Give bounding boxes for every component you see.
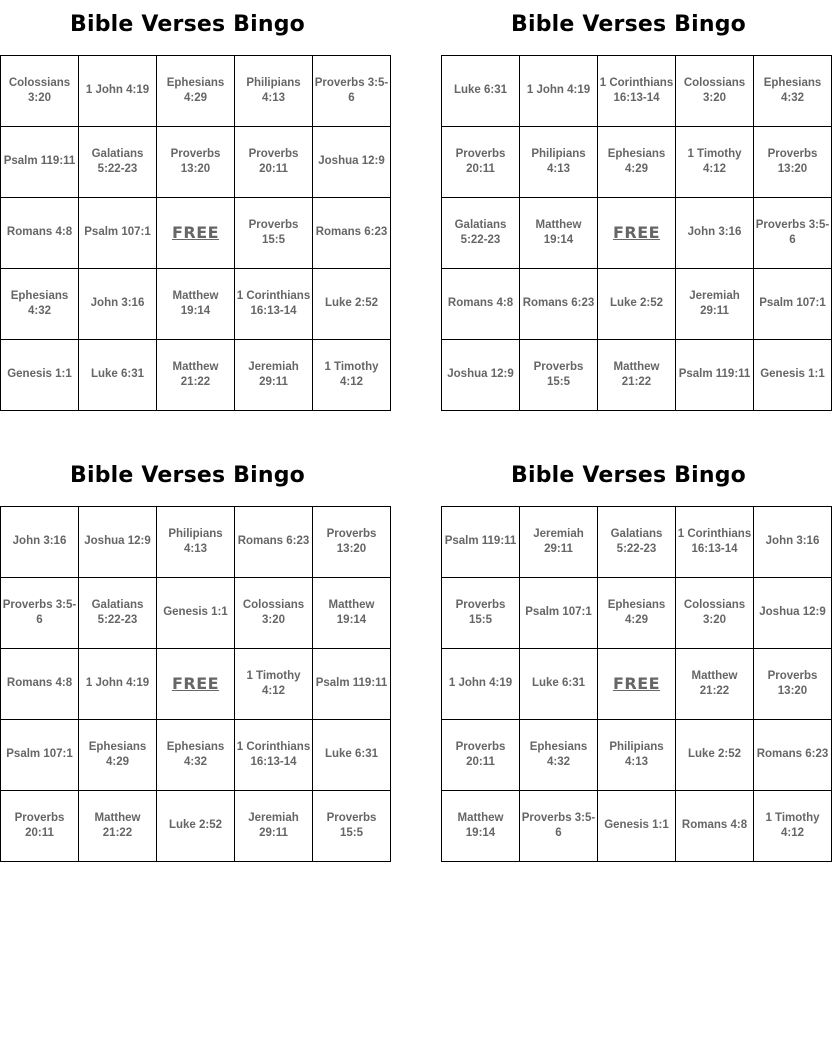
bingo-cell: Psalm 107:1 <box>520 578 598 649</box>
bingo-grid <box>441 55 832 411</box>
bingo-cell: Genesis 1:1 <box>1 340 79 411</box>
bingo-cell: Romans 6:23 <box>313 198 391 269</box>
bingo-cell: Jeremiah 29:11 <box>235 340 313 411</box>
bingo-cell: Psalm 119:11 <box>442 507 520 578</box>
bingo-cell: John 3:16 <box>79 269 157 340</box>
bingo-cell: Genesis 1:1 <box>157 578 235 649</box>
bingo-cell: 1 Corinthians 16:13-14 <box>676 507 754 578</box>
card-title: Bible Verses Bingo <box>70 463 305 488</box>
bingo-grid <box>441 506 832 862</box>
bingo-cell: Psalm 107:1 <box>754 269 832 340</box>
free-space: FREE <box>157 198 235 269</box>
bingo-cell: Matthew 21:22 <box>598 340 676 411</box>
bingo-cell: Colossians 3:20 <box>676 578 754 649</box>
bingo-cell: Luke 6:31 <box>442 56 520 127</box>
bingo-cell: John 3:16 <box>1 507 79 578</box>
bingo-cell: Romans 6:23 <box>754 720 832 791</box>
bingo-cell: Proverbs 20:11 <box>235 127 313 198</box>
bingo-cell: Galatians 5:22-23 <box>442 198 520 269</box>
bingo-cell: Psalm 119:11 <box>676 340 754 411</box>
bingo-cell: Ephesians 4:29 <box>598 127 676 198</box>
bingo-cell: Jeremiah 29:11 <box>520 507 598 578</box>
bingo-cell: 1 Timothy 4:12 <box>676 127 754 198</box>
bingo-cell: Proverbs 13:20 <box>313 507 391 578</box>
bingo-cell: Romans 4:8 <box>1 198 79 269</box>
bingo-cell: Romans 6:23 <box>235 507 313 578</box>
card-title: Bible Verses Bingo <box>511 12 746 37</box>
bingo-cell: Ephesians 4:32 <box>754 56 832 127</box>
bingo-cell: Matthew 19:14 <box>157 269 235 340</box>
card-title: Bible Verses Bingo <box>511 463 746 488</box>
bingo-cell: Luke 6:31 <box>313 720 391 791</box>
bingo-cell: Psalm 107:1 <box>79 198 157 269</box>
bingo-cell: 1 John 4:19 <box>79 649 157 720</box>
bingo-cell: 1 Corinthians 16:13-14 <box>235 269 313 340</box>
free-space: FREE <box>598 649 676 720</box>
bingo-cell: Joshua 12:9 <box>313 127 391 198</box>
bingo-cell: Ephesians 4:32 <box>1 269 79 340</box>
bingo-cell: Genesis 1:1 <box>598 791 676 862</box>
bingo-cell: Galatians 5:22-23 <box>79 127 157 198</box>
bingo-cell: Luke 6:31 <box>520 649 598 720</box>
bingo-cell: Luke 2:52 <box>157 791 235 862</box>
bingo-cell: Proverbs 15:5 <box>235 198 313 269</box>
bingo-cell: John 3:16 <box>754 507 832 578</box>
bingo-cell: Ephesians 4:32 <box>520 720 598 791</box>
bingo-cell: Psalm 119:11 <box>313 649 391 720</box>
bingo-cell: Philipians 4:13 <box>520 127 598 198</box>
bingo-cell: Ephesians 4:29 <box>598 578 676 649</box>
bingo-cell: Proverbs 20:11 <box>442 127 520 198</box>
bingo-cell: Galatians 5:22-23 <box>598 507 676 578</box>
bingo-cell: 1 Timothy 4:12 <box>313 340 391 411</box>
bingo-grid <box>0 55 391 411</box>
bingo-cell: 1 John 4:19 <box>520 56 598 127</box>
bingo-cell: Jeremiah 29:11 <box>676 269 754 340</box>
bingo-cell: 1 Corinthians 16:13-14 <box>598 56 676 127</box>
bingo-cell: Luke 2:52 <box>676 720 754 791</box>
bingo-cell: Matthew 21:22 <box>676 649 754 720</box>
bingo-cell: 1 Timothy 4:12 <box>235 649 313 720</box>
bingo-cell: Matthew 19:14 <box>442 791 520 862</box>
bingo-cell: Matthew 19:14 <box>313 578 391 649</box>
bingo-cell: Matthew 21:22 <box>79 791 157 862</box>
bingo-cell: Joshua 12:9 <box>754 578 832 649</box>
bingo-cell: Philipians 4:13 <box>235 56 313 127</box>
bingo-cell: 1 John 4:19 <box>79 56 157 127</box>
bingo-cell: Philipians 4:13 <box>157 507 235 578</box>
free-space: FREE <box>157 649 235 720</box>
bingo-cell: Proverbs 15:5 <box>520 340 598 411</box>
bingo-cell: Colossians 3:20 <box>1 56 79 127</box>
bingo-cell: Proverbs 3:5-6 <box>313 56 391 127</box>
bingo-cell: Proverbs 20:11 <box>1 791 79 862</box>
bingo-cell: Joshua 12:9 <box>79 507 157 578</box>
bingo-cell: Proverbs 15:5 <box>442 578 520 649</box>
bingo-cell: 1 Corinthians 16:13-14 <box>235 720 313 791</box>
bingo-cell: Luke 6:31 <box>79 340 157 411</box>
bingo-cell: Joshua 12:9 <box>442 340 520 411</box>
bingo-cell: 1 Timothy 4:12 <box>754 791 832 862</box>
bingo-cell: Ephesians 4:32 <box>157 720 235 791</box>
bingo-grid <box>0 506 391 862</box>
bingo-cell: Proverbs 20:11 <box>442 720 520 791</box>
bingo-cell: Romans 4:8 <box>442 269 520 340</box>
bingo-cell: Luke 2:52 <box>598 269 676 340</box>
bingo-cell: Psalm 119:11 <box>1 127 79 198</box>
bingo-cell: Romans 6:23 <box>520 269 598 340</box>
bingo-cell: Ephesians 4:29 <box>79 720 157 791</box>
bingo-cell: Colossians 3:20 <box>235 578 313 649</box>
bingo-cell: Proverbs 13:20 <box>754 127 832 198</box>
bingo-cell: Proverbs 3:5-6 <box>754 198 832 269</box>
bingo-cell: Ephesians 4:29 <box>157 56 235 127</box>
free-space: FREE <box>598 198 676 269</box>
bingo-cell: Romans 4:8 <box>1 649 79 720</box>
bingo-cell: 1 John 4:19 <box>442 649 520 720</box>
bingo-cell: Matthew 21:22 <box>157 340 235 411</box>
bingo-cell: Proverbs 15:5 <box>313 791 391 862</box>
bingo-cell: Psalm 107:1 <box>1 720 79 791</box>
bingo-cell: Matthew 19:14 <box>520 198 598 269</box>
card-title: Bible Verses Bingo <box>70 12 305 37</box>
bingo-cell: Romans 4:8 <box>676 791 754 862</box>
bingo-cell: John 3:16 <box>676 198 754 269</box>
bingo-cell: Philipians 4:13 <box>598 720 676 791</box>
bingo-cell: Jeremiah 29:11 <box>235 791 313 862</box>
bingo-cell: Galatians 5:22-23 <box>79 578 157 649</box>
bingo-cell: Proverbs 13:20 <box>157 127 235 198</box>
bingo-cell: Proverbs 3:5-6 <box>1 578 79 649</box>
bingo-cell: Genesis 1:1 <box>754 340 832 411</box>
bingo-cell: Proverbs 3:5-6 <box>520 791 598 862</box>
bingo-cell: Colossians 3:20 <box>676 56 754 127</box>
bingo-cell: Luke 2:52 <box>313 269 391 340</box>
bingo-cell: Proverbs 13:20 <box>754 649 832 720</box>
